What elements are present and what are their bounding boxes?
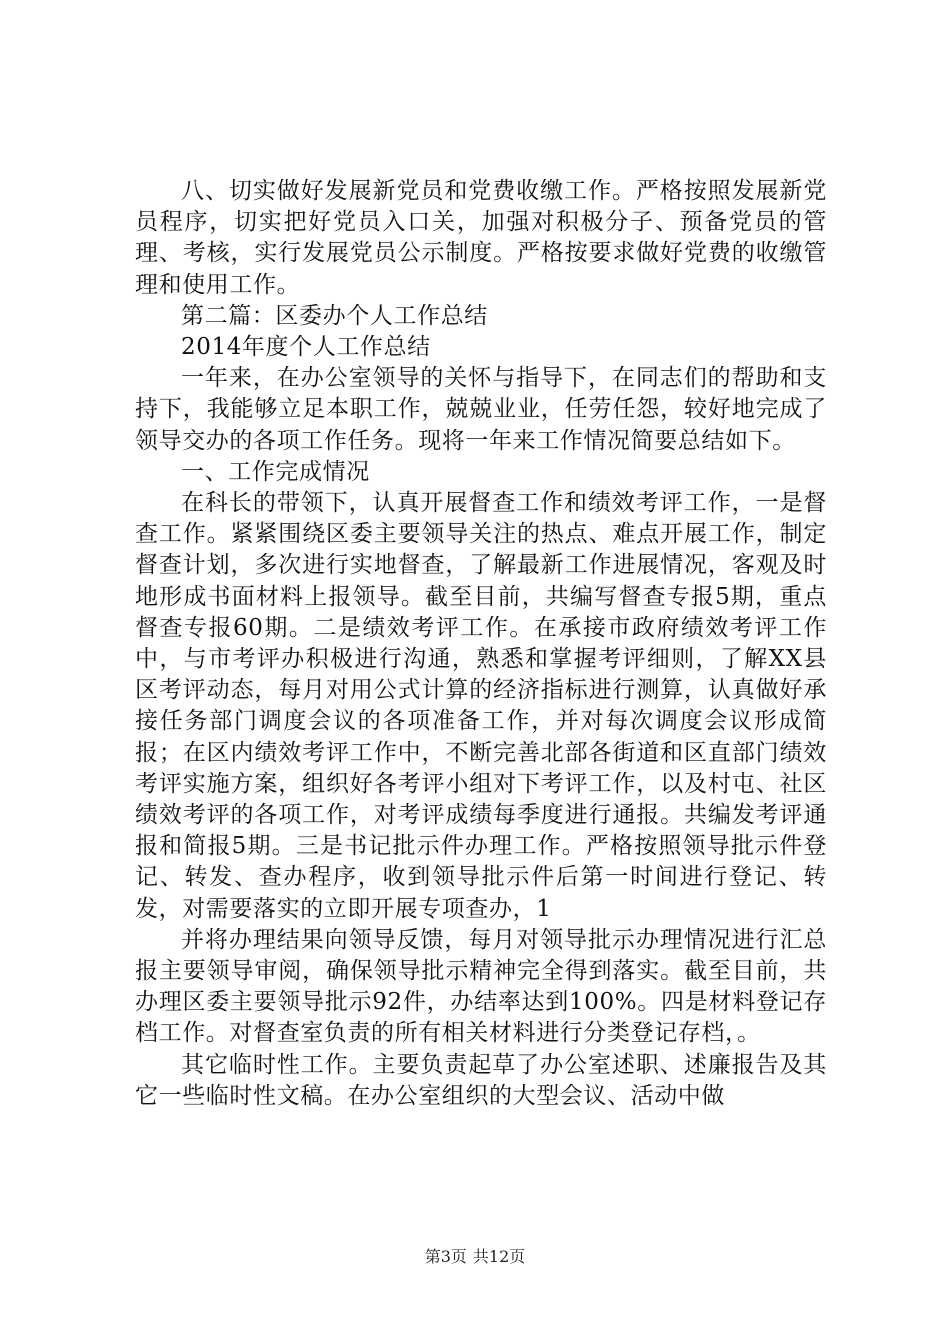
report-title: 2014年度个人工作总结 [181, 334, 431, 361]
paragraph-intro: 一年来，在办公室领导的关怀与指导下，在同志们的帮助和支持下，我能够立足本职工作，兢兢业业，任劳任怨，较好地完成了领导交办的各项工作任务。现将一年来工作情况简要总结如下。 [135, 365, 827, 454]
paragraph-feedback: 并将办理结果向领导反馈，每月对领导批示办理情况进行汇总报主要领导审阅，确保领导批示精神完全得到落实。截至目前，共办理区委主要领导批示92件，办结率达到100%。四是材料登记存档工作。对督查室负责的所有相关材料进行分类登记存档，。 [135, 926, 827, 1047]
page-number: 第3页 [424, 1247, 467, 1266]
document-body [135, 176, 827, 1112]
section-heading-part-two: 第二篇：区委办个人工作总结 [181, 302, 488, 329]
total-pages: 共12页 [472, 1247, 526, 1266]
paragraph-party-members: 八、切实做好发展新党员和党费收缴工作。严格按照发展新党员程序，切实把好党员入口关，加强对积极分子、预备党员的管理、考核，实行发展党员公示制度。严格按要求做好党费的收缴管理和使用工作。 [135, 178, 827, 298]
paragraph-other-work: 其它临时性工作。主要负责起草了办公室述职、述廉报告及其它一些临时性文稿。在办公室组织的大型会议、活动中做 [135, 1051, 827, 1109]
section-heading-work-completion: 一、工作完成情况 [181, 458, 370, 485]
paragraph-supervision-work: 在科长的带领下，认真开展督查工作和绩效考评工作，一是督查工作。紧紧围绕区委主要领导关注的热点、难点开展工作，制定督查计划，多次进行实地督查，了解最新工作进展情况，客观及时地形成书面材料上报领导。截至目前，共编写督查专报5期，重点督查专报60期。二是绩效考评工作。在承接市政府绩效考评工作中，与市考评办积极进行沟通，熟悉和掌握考评细则，了解XX县区考评动态，每月对用公式计算的经济指标进行测算，认真做好承接任务部门调度会议的各项准备工作，并对每次调度会议形成简报；在区内绩效考评工作中，不断完善北部各街道和区直部门绩效考评实施方案，组织好各考评小组对下考评工作，以及村屯、社区绩效考评的各项工作，对考评成绩每季度进行通报。共编发考评通报和简报5期。三是书记批示件办理工作。严格按照领导批示件登记、转发、查办程序，收到领导批示件后第一时间进行登记、转发，对需要落实的立即开展专项查办，1 [135, 490, 827, 922]
page-footer [0, 1246, 950, 1268]
